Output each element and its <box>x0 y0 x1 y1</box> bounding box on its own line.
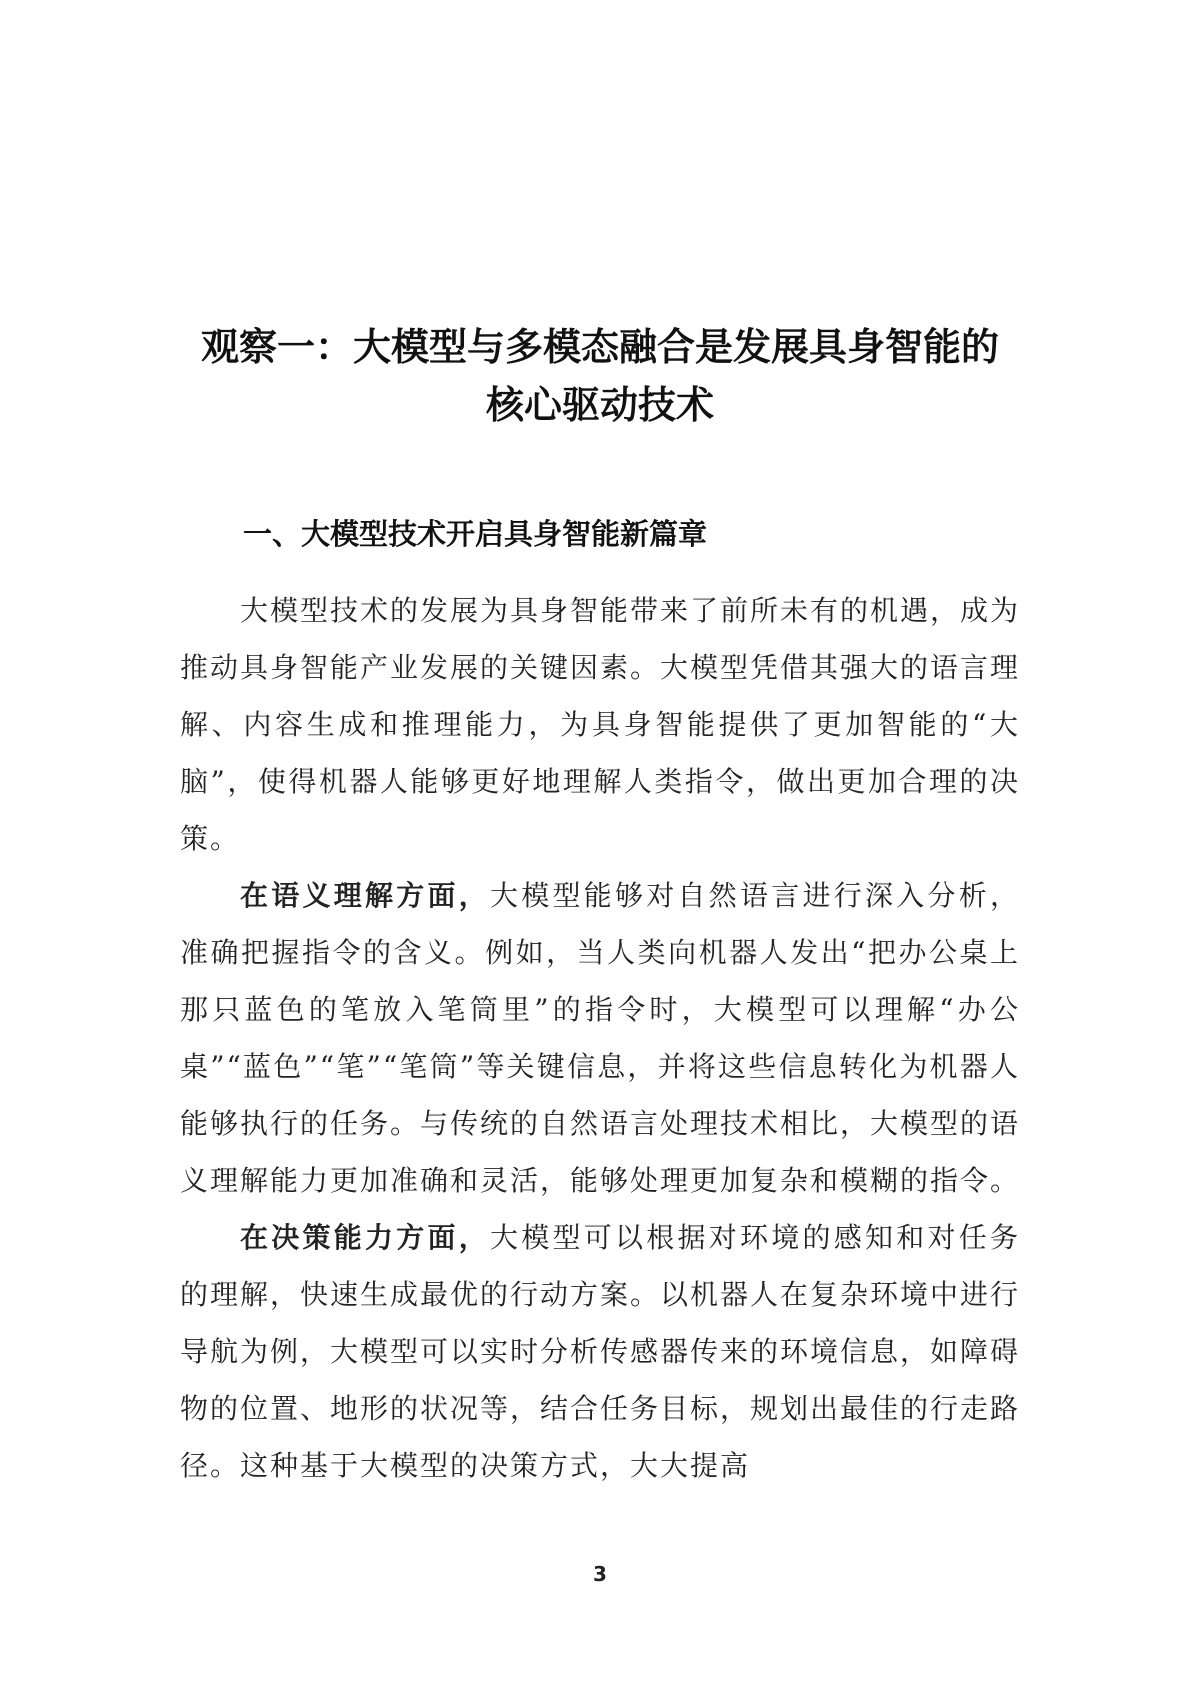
paragraph-semantic-understanding <box>180 867 1020 1209</box>
page-title-line-2: 核心驱动技术 <box>485 383 714 427</box>
paragraph-text: 大模型技术的发展为具身智能带来了前所未有的机遇，成为推动具身智能产业发展的关键因素。大模型凭借其强大的语言理解、内容生成和推理能力，为具身智能提供了更加智能的“大脑”，使得机器人能够更好地理解人类指令，做出更加合理的决策。 <box>180 594 1021 855</box>
paragraph-text: 大模型可以根据对环境的感知和对任务的理解，快速生成最优的行动方案。以机器人在复杂环境中进行导航为例，大模型可以实时分析传感器传来的环境信息，如障碍物的位置、地形的状况等，结合任务目标，规划出最佳的行走路径。这种基于大模型的决策方式，大大提高 <box>180 1221 1021 1482</box>
paragraph-text: 大模型能够对自然语言进行深入分析，准确把握指令的含义。例如，当人类向机器人发出“把办公桌上那只蓝色的笔放入笔筒里”的指令时，大模型可以理解“办公桌”“蓝色”“笔”“笔筒”等关键信息，并将这些信息转化为机器人能够执行的任务。与传统的自然语言处理技术相比，大模型的语义理解能力更加准确和灵活，能够处理更加复杂和模糊的指令。 <box>180 879 1021 1197</box>
section-heading: 一、大模型技术开启具身智能新篇章 <box>243 517 708 551</box>
paragraph-lead: 在决策能力方面， <box>240 1221 490 1254</box>
page-title <box>180 318 1020 434</box>
body-text <box>180 582 1020 1494</box>
paragraph-lead: 在语义理解方面， <box>240 879 490 912</box>
paragraph-intro <box>180 582 1020 867</box>
paragraph-decision-making <box>180 1209 1020 1494</box>
page-title-line-1: 观察一：大模型与多模态融合是发展具身智能的 <box>200 325 999 369</box>
page-number: 3 <box>593 1562 607 1586</box>
